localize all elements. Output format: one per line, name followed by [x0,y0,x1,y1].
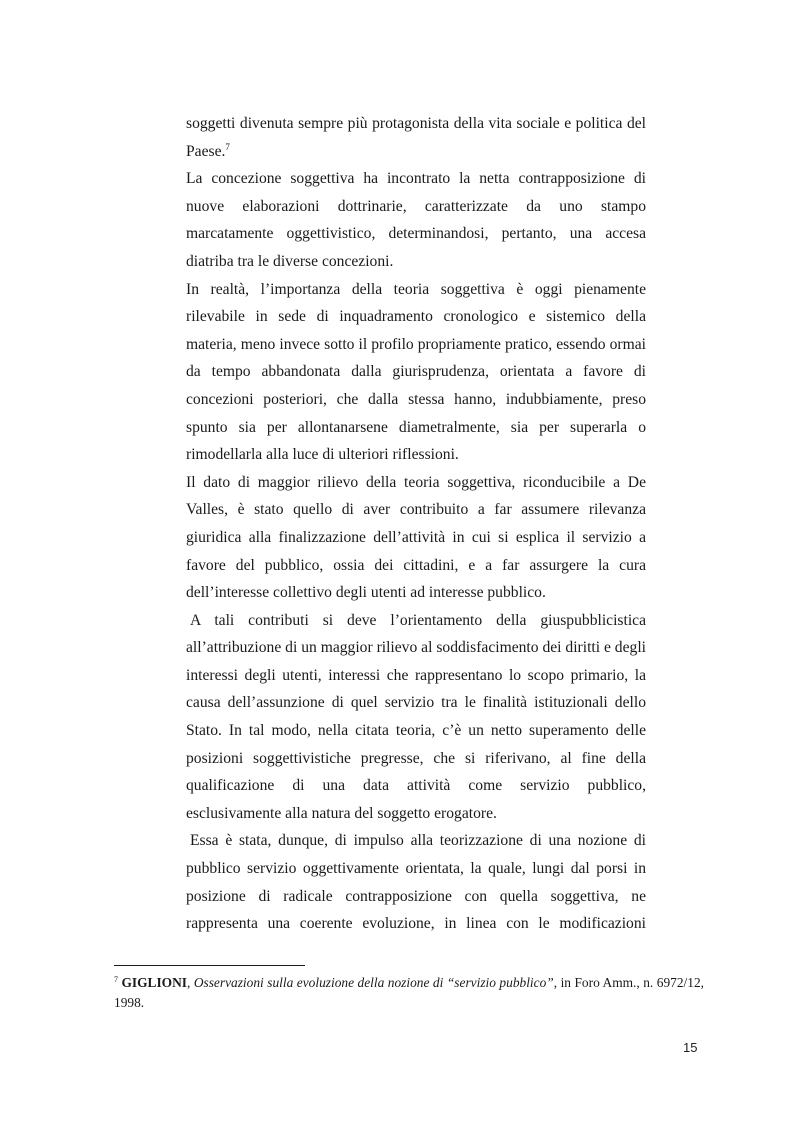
footnote-author: GIGLIONI [121,975,187,990]
paragraph-5: A tali contributi si deve l’orientamento della giuspubblicistica all’attribuzione di un maggior rilievo al soddisfacimento dei diritti e degli interessi degli utenti, interessi che rappresentano lo scopo primario, la causa dell’assunzione di quel servizio tra le finalità istituzionali dello Stato. In tal modo, nella citata teoria, c’è un netto superamento delle posizioni soggettivistiche pregresse, che si riferivano, al fine della qualificazione di una data attività come servizio pubblico, esclusivamente alla natura del soggetto erogatore. [186,611,646,822]
footnote-separator-text: , [186,975,194,990]
paragraph-1 [186,110,646,165]
body-text [186,110,646,938]
footnote-title: Osservazioni sulla evoluzione della nozione di “servizio pubblico” [193,975,554,990]
paragraph-6: Essa è stata, dunque, di impulso alla teorizzazione di una nozione di pubblico servizio oggettivamente orientata, la quale, lungi dal porsi in posizione di radicale contrapposizione con quella soggettiva, ne rappresenta una coerente evoluzione, in linea con le modificazioni [186,832,646,933]
footnote-reference[interactable]: 7 [225,141,230,152]
paragraph-3: In realtà, l’importanza della teoria soggettiva è oggi pienamente rilevabile in sede di inquadramento cronologico e sistemico della materia, meno invece sotto il profilo propriamente pratico, essendo ormai da tempo abbandonata dalla giurisprudenza, orientata a favore di concezioni posteriori, che dalla stessa hanno, indubbiamente, preso spunto sia per allontanarsene diametralmente, sia per superarla o rimodellarla alla luce di ulteriori riflessioni. [186,280,646,464]
paragraph-2: La concezione soggettiva ha incontrato la netta contrapposizione di nuove elaborazioni dottrinarie, caratterizzate da uno stampo marcatamente oggettivistico, determinandosi, pertanto, una accesa diatriba tra le diverse concezioni. [186,170,646,270]
paragraph-1-text: soggetti divenuta sempre più protagonista della vita sociale e politica del Paese. [186,115,646,160]
footnote [114,973,704,1013]
footnote-citation: , in Foro Amm., n. 6972/12, 1998. [114,975,704,1010]
footnote-number: 7 [114,975,118,984]
page-number: 15 [683,1040,698,1055]
footnote-separator [114,965,305,966]
paragraph-4: Il dato di maggior rilievo della teoria soggettiva, riconducibile a De Valles, è stato quello di aver contribuito a far assumere rilevanza giuridica alla finalizzazione dell’attività in cui si esplica il servizio a favore del pubblico, ossia dei cittadini, e a far assurgere la cura dell’interesse collettivo degli utenti ad interesse pubblico. [186,473,646,602]
